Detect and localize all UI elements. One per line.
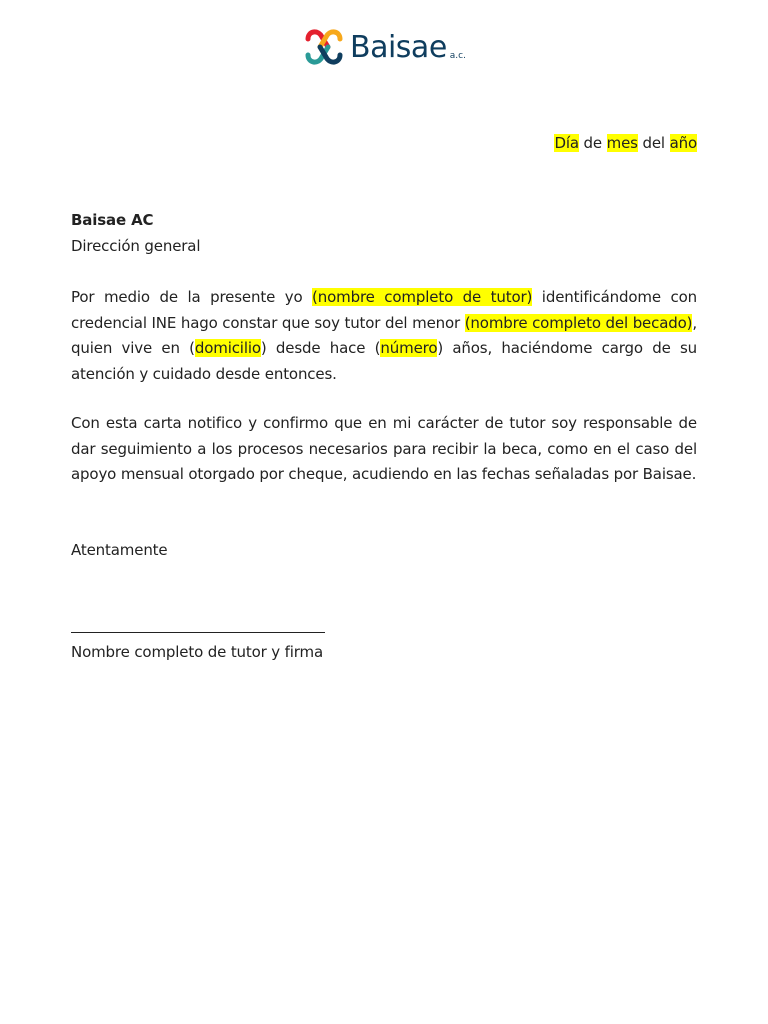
closing: Atentamente — [71, 541, 168, 559]
paragraph-declaration — [71, 285, 697, 387]
signature-label: Nombre completo de tutor y firma — [71, 643, 324, 661]
date-sep-1: de — [578, 134, 607, 152]
date-sep-2: del — [637, 134, 670, 152]
placeholder-years: número — [380, 339, 438, 357]
brand-suffix: a.c. — [449, 51, 466, 61]
para1-text-4: ) desde hace ( — [260, 339, 381, 357]
date-year: año — [669, 134, 697, 152]
placeholder-address: domicilio — [194, 339, 261, 357]
paragraph-responsibility: Con esta carta notifico y confirmo que en mi carácter de tutor soy responsable de dar seguimiento a los procesos necesarios para recibir la beca, como en el caso del apoyo mensual otorgado por cheque, acudiendo en las fechas señaladas por Baisae. — [71, 414, 697, 483]
date-day: Día — [554, 134, 579, 152]
baisae-linked-hearts-logo-icon — [302, 25, 346, 69]
placeholder-tutor-name: (nombre completo de tutor) — [312, 288, 533, 306]
date-month: mes — [606, 134, 638, 152]
addressee-name: Baisae AC — [71, 211, 154, 229]
brand-name: Baisae — [350, 30, 447, 65]
para1-text-3: , quien vive en ( — [71, 313, 698, 357]
para1-text-1: Por medio de la presente yo — [71, 288, 313, 306]
placeholder-student-name: (nombre completo del becado) — [464, 313, 693, 332]
para1-text-2: identificándome con credencial INE hago constar que soy tutor del menor — [71, 288, 698, 332]
brand-logo — [302, 24, 466, 70]
date-line — [71, 131, 697, 157]
para1-text-5: ) años, haciéndome cargo de su atención y cuidado desde entonces. — [71, 339, 697, 383]
addressee-department: Dirección general — [71, 237, 201, 255]
signature-line — [71, 632, 325, 633]
